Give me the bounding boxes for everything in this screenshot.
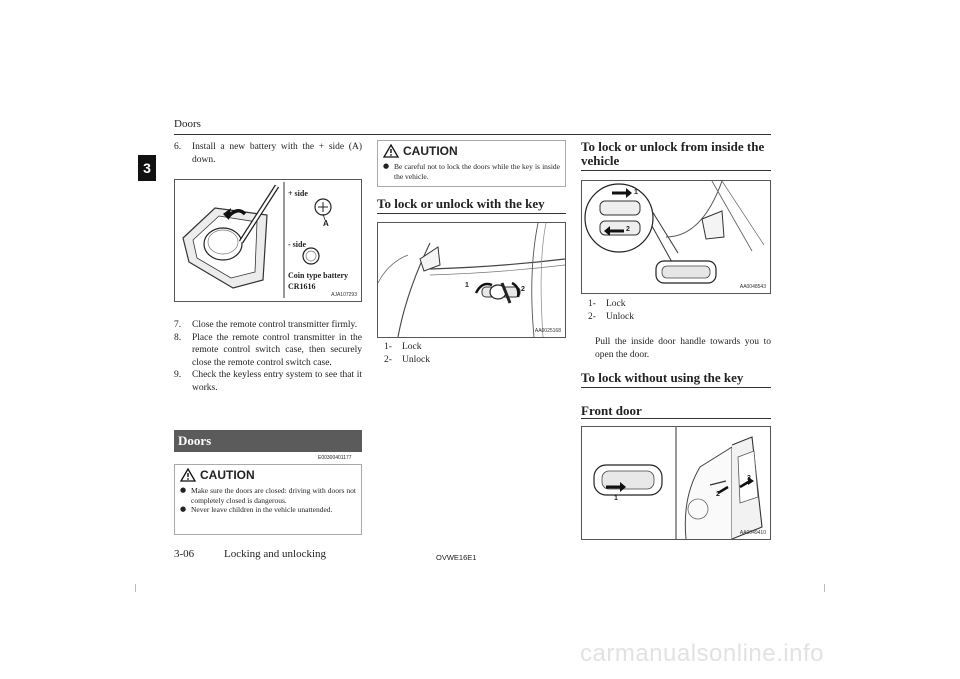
heading-lock-with-key: To lock or unlock with the key <box>377 197 566 214</box>
steps-list <box>174 319 362 394</box>
legend-text: Lock <box>606 299 626 309</box>
a-callout: A <box>323 219 329 228</box>
legend-text: Lock <box>402 342 422 352</box>
step-9 <box>174 369 362 394</box>
door-key-illustration <box>378 223 565 337</box>
step-number: 9. <box>174 370 182 380</box>
front-door-illustration <box>582 427 770 539</box>
legend-number: 2- <box>384 354 392 365</box>
figure-code: AA0025168 <box>534 328 561 334</box>
caution-box-2 <box>377 140 566 187</box>
page-header-title: Doors <box>174 118 201 130</box>
section-code: E00300401177 <box>318 455 352 461</box>
warning-triangle-icon <box>180 468 196 482</box>
step-7 <box>174 319 362 332</box>
footer-section: Locking and unlocking <box>224 548 327 560</box>
step-text: Check the keyless entry system to see that it works. <box>192 370 362 393</box>
callout-1: 1 <box>465 282 469 289</box>
caution-label: CAUTION <box>403 144 458 158</box>
warning-triangle-icon <box>383 144 399 158</box>
callout-1: 1 <box>634 189 638 196</box>
caution-item <box>180 486 356 505</box>
legend-item <box>384 341 554 354</box>
battery-illustration <box>175 180 361 301</box>
bullet-icon: ● <box>180 486 187 494</box>
caution-header <box>383 144 560 158</box>
key-lock-figure <box>377 222 566 338</box>
step-number: 7. <box>174 320 182 330</box>
heading-lock-without-key: To lock without using the key <box>581 371 771 388</box>
watermark: carmanualsonline.info <box>580 640 824 667</box>
crop-mark <box>824 584 825 592</box>
caution-text: Make sure the doors are closed: driving with doors not completely closed is dangerous. <box>191 486 356 505</box>
key-legend <box>384 341 554 366</box>
step-6 <box>174 141 362 166</box>
callout-2: 2 <box>521 286 525 293</box>
legend-item <box>588 311 758 324</box>
bullet-icon: ● <box>383 162 390 170</box>
inside-handle-illustration <box>582 181 770 293</box>
inside-handle-figure <box>581 180 771 294</box>
battery-figure <box>174 179 362 302</box>
legend-item <box>588 298 758 311</box>
caution-box-1 <box>174 464 362 535</box>
callout-3: 3 <box>747 475 751 482</box>
step-text: Install a new battery with the + side (A) down. <box>192 142 362 165</box>
minus-side-label: - side <box>288 240 306 249</box>
bullet-icon: ● <box>180 505 187 513</box>
doors-section-bar <box>174 430 362 452</box>
legend-number: 1- <box>384 342 392 352</box>
step-number: 6. <box>174 142 182 152</box>
step-text: Place the remote control transmitter in the remote control switch case, then securely close the remote control switch case. <box>192 332 362 368</box>
figure-code: AA0049410 <box>739 530 766 536</box>
callout-1: 1 <box>614 495 618 502</box>
page-number: 3-06 <box>174 548 195 560</box>
caution-text: Be careful not to lock the doors while the key is inside the vehicle. <box>394 162 560 181</box>
header-divider <box>174 134 771 135</box>
legend-item <box>384 354 554 367</box>
caution-item <box>383 162 560 181</box>
callout-2: 2 <box>716 491 720 498</box>
battery-type-label: Coin type battery <box>288 271 348 280</box>
front-door-figure <box>581 426 771 540</box>
caution-item <box>180 505 356 515</box>
heading-front-door: Front door <box>581 404 771 419</box>
step-8 <box>174 332 362 370</box>
inside-legend <box>588 298 758 323</box>
legend-number: 1- <box>588 299 596 309</box>
step-number: 8. <box>174 332 182 343</box>
chapter-tab: 3 <box>138 155 156 181</box>
figure-code: AA0048543 <box>739 284 766 290</box>
document-code: OVWE16E1 <box>436 553 477 562</box>
legend-number: 2- <box>588 311 596 322</box>
caution-label: CAUTION <box>200 468 255 482</box>
crop-mark <box>135 584 136 592</box>
battery-model-label: CR1616 <box>288 282 316 291</box>
heading-lock-from-inside: To lock or unlock from inside the vehicle <box>581 140 771 171</box>
caution-text: Never leave children in the vehicle unattended. <box>191 505 333 514</box>
legend-text: Unlock <box>402 354 430 365</box>
step-text: Close the remote control transmitter firmly. <box>192 320 358 330</box>
figure-code: AJA107293 <box>331 292 357 298</box>
caution-header <box>180 468 356 482</box>
inside-paragraph: Pull the inside door handle towards you to open the door. <box>595 337 771 360</box>
callout-2: 2 <box>626 226 630 233</box>
plus-side-label: + side <box>288 189 308 198</box>
section-title: Doors <box>178 433 212 448</box>
legend-text: Unlock <box>606 311 634 322</box>
